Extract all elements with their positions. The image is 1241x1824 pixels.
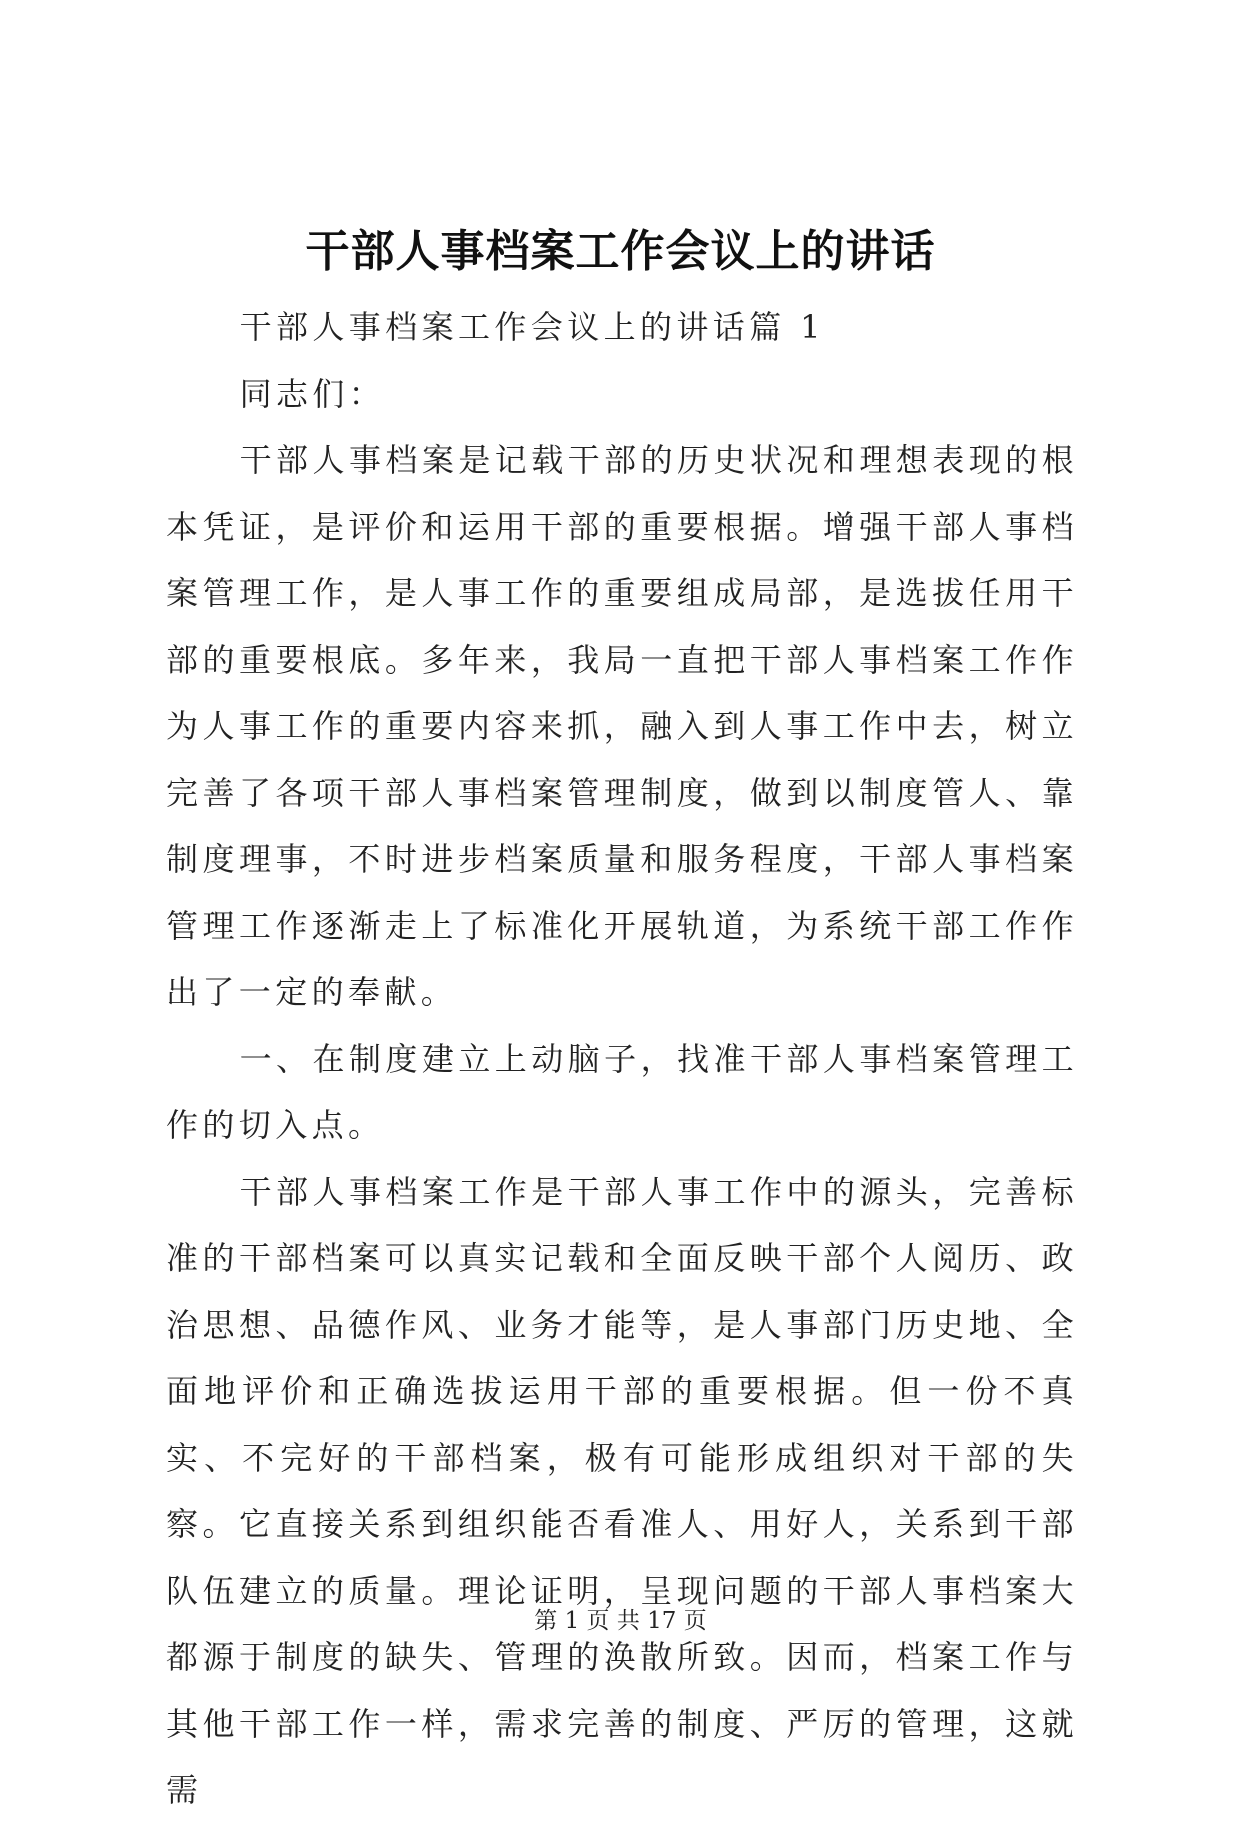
body-paragraph: 一、在制度建立上动脑子，找准干部人事档案管理工作的切入点。 [166,1039,1078,1144]
body-paragraph: 干部人事档案是记载干部的历史状况和理想表现的根本凭证，是评价和运用干部的重要根据。增强干部人事档案管理工作，是人事工作的重要组成局部，是选拔任用干部的重要根底。多年来，我局一直把干部人事档案工作作为人事工作的重要内容来抓，融入到人事工作中去，树立完善了各项干部人事档案管理制度，做到以制度管人、靠制度理事，不时进步档案质量和服务程度，干部人事档案管理工作逐渐走上了标准化开展轨道，为系统干部工作作出了一定的奉献。 [166,441,1078,1011]
body-paragraph: 干部人事档案工作是干部人事工作中的源头，完善标准的干部档案可以真实记载和全面反映干部个人阅历、政治思想、品德作风、业务才能等，是人事部门历史地、全面地评价和正确选拔运用干部的重要根据。但一份不真实、不完好的干部档案，极有可能形成组织对干部的失察。它直接关系到组织能否看准人、用好人，关系到干部队伍建立的质量。理论证明，呈现问题的干部人事档案大都源于制度的缺失、管理的涣散所致。因而，档案工作与其他干部工作一样，需求完善的制度、严厉的管理，这就需 [166,1172,1078,1809]
document-body [166,294,1078,1824]
section-heading: 干部人事档案工作会议上的讲话篇 1 [239,308,825,346]
salutation: 同志们： [239,374,386,413]
document-title: 干部人事档案工作会议上的讲话 [305,226,936,277]
page-footer: 第 1 页 共 17 页 [534,1608,707,1634]
